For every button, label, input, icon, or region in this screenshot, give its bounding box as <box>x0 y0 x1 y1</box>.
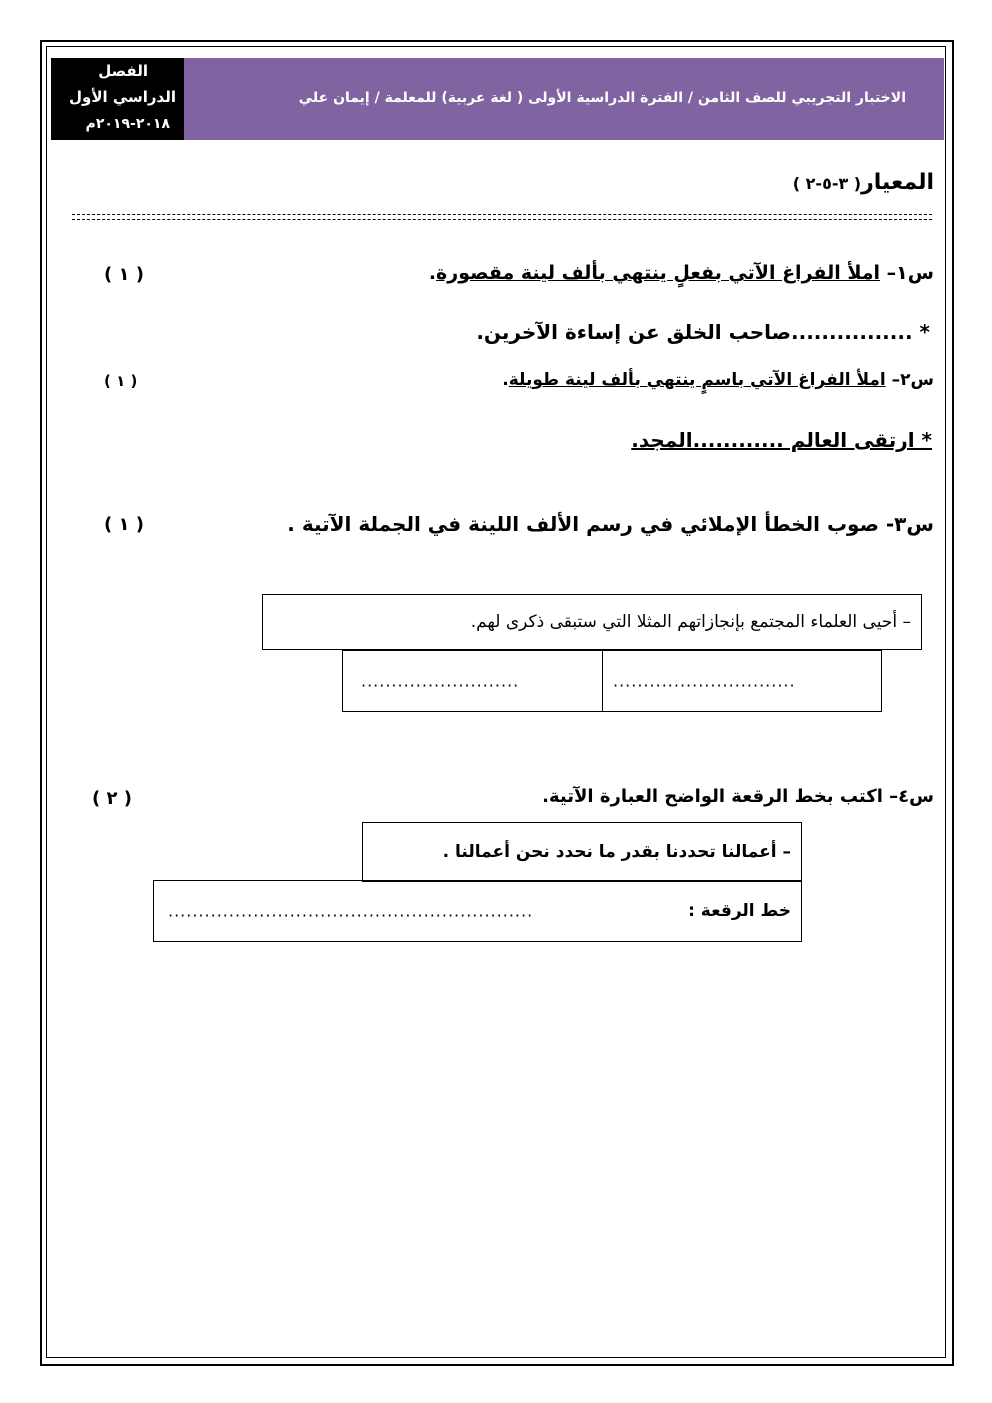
answer-field-1[interactable]: .............................. <box>613 671 796 691</box>
question-2-mark: ( ١ ) <box>104 372 138 390</box>
question-1-sentence: * ................صاحب الخلق عن إساءة الآخرين. <box>476 320 930 344</box>
question-1-end: . <box>428 262 437 284</box>
question-4-mark: ( ٢ ) <box>92 788 132 809</box>
question-1-mark: ( ١ ) <box>104 264 144 285</box>
ruqaa-label: خط الرقعة : <box>688 901 791 921</box>
semester-box <box>51 58 184 140</box>
question-4-sentence: – أعمالنا تحددنا بقدر ما نحدد نحن أعمالنا . <box>442 842 791 862</box>
question-3-answer-box <box>342 650 882 712</box>
exam-title: الاختبار التجريبي للصف الثامن / الفترة الدراسية الأولى ( لغة عربية) للمعلمة / إيمان علي <box>298 90 906 106</box>
question-3-sentence: – أحيى العلماء المجتمع بإنجازاتهم المثلا التي ستبقى ذكرى لهم. <box>470 612 911 632</box>
exam-title-bar <box>184 58 944 140</box>
semester-year: ٢٠١٨-٢٠١٩م <box>85 116 170 132</box>
question-1-text: املأ الفراغ الآتي بفعلٍ ينتهي بألف لينة مقصورة <box>436 262 881 284</box>
question-2 <box>502 370 934 390</box>
criterion-label: المعيار <box>861 170 934 195</box>
question-1-label: س١– <box>880 262 934 284</box>
question-1 <box>429 262 934 284</box>
question-3: س٣- صوب الخطأ الإملائي في رسم الألف اللينة في الجملة الآتية . <box>287 512 934 536</box>
semester-line2: الدراسي الأول <box>68 88 176 106</box>
criterion-value: ( ٣-٥-٢ ) <box>792 174 862 193</box>
criterion <box>793 170 934 195</box>
separator-line <box>72 214 932 215</box>
question-3-mark: ( ١ ) <box>104 514 144 535</box>
question-4-sentence-box <box>362 822 802 882</box>
answer-divider <box>602 651 603 711</box>
ruqaa-answer-field[interactable]: ............................................................ <box>168 901 534 921</box>
question-2-sentence: * ارتقى العالم ............المجد. <box>631 428 932 452</box>
question-3-sentence-box <box>262 594 922 650</box>
question-2-text: املأ الفراغ الآتي باسمٍ ينتهي بألف لينة طويلة <box>508 370 886 390</box>
question-2-end: . <box>502 370 509 390</box>
separator-line-2 <box>72 219 932 220</box>
question-4: س٤– اكتب بخط الرقعة الواضح العبارة الآتية. <box>542 786 934 807</box>
semester-line1: الفصل <box>98 62 148 80</box>
question-2-label: س٢– <box>885 370 934 390</box>
ruqaa-answer-box <box>153 880 802 942</box>
answer-field-2[interactable]: .......................... <box>361 671 520 691</box>
